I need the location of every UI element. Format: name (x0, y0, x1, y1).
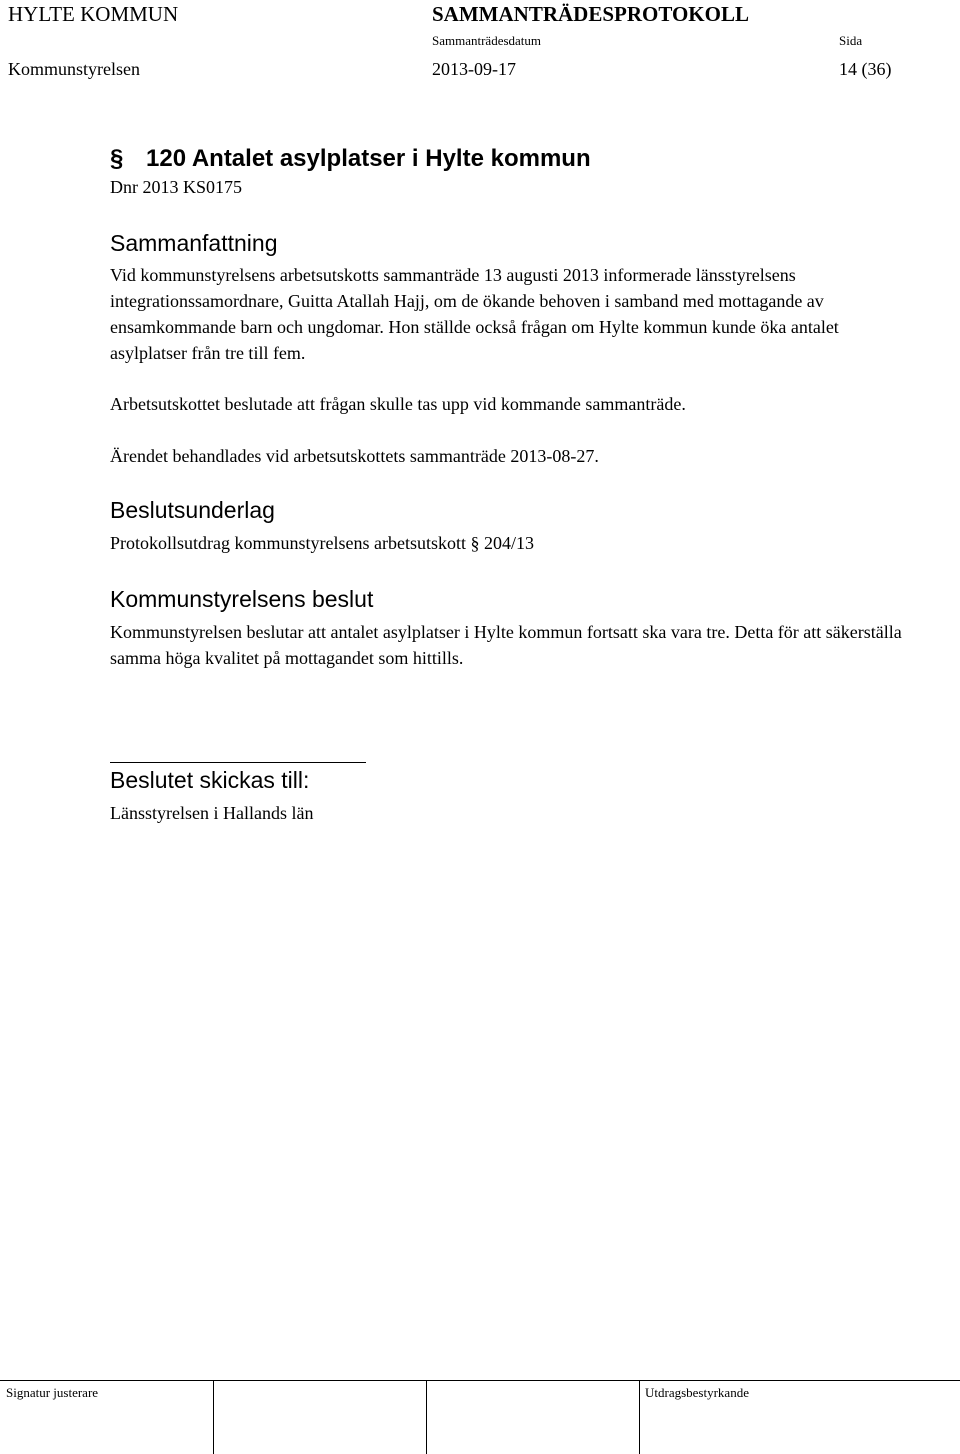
organization-name: HYLTE KOMMUN (8, 2, 179, 26)
paragraph-sign: § (110, 145, 124, 172)
summary-heading: Sammanfattning (110, 230, 278, 256)
signature-label: Signatur justerare (6, 1385, 99, 1400)
decision-text: Kommunstyrelsen beslutar att antalet asylplatser i Hylte kommun fortsatt ska vara tre. Detta för att säkerställa samma höga kvalitet på mottagandet som hittills. (110, 622, 902, 668)
footer-divider (426, 1380, 427, 1454)
summary-paragraph-3: Ärendet behandlades vid arbetsutskottets sammanträde 2013-08-27. (110, 446, 599, 466)
distribution-recipient: Länsstyrelsen i Hallands län (110, 803, 314, 823)
summary-paragraph-2: Arbetsutskottet beslutade att frågan skulle tas upp vid kommande sammanträde. (110, 394, 686, 414)
basis-heading: Beslutsunderlag (110, 497, 275, 523)
distribution-heading: Beslutet skickas till: (110, 767, 310, 793)
committee-name: Kommunstyrelsen (8, 59, 140, 79)
document-type: SAMMANTRÄDESPROTOKOLL (432, 2, 749, 26)
footer-rule (0, 1380, 960, 1381)
meeting-date-label: Sammanträdesdatum (432, 33, 542, 48)
basis-text: Protokollsutdrag kommunstyrelsens arbetsutskott § 204/13 (110, 533, 534, 553)
meeting-date: 2013-09-17 (432, 59, 516, 79)
decision-heading: Kommunstyrelsens beslut (110, 586, 374, 612)
separator-line (110, 762, 366, 763)
footer-divider (213, 1380, 214, 1454)
page-label: Sida (839, 33, 863, 48)
summary-paragraph-1: Vid kommunstyrelsens arbetsutskotts sammanträde 13 augusti 2013 informerade länsstyrelsens integrationssamordnare, Guitta Atallah Hajj, om de ökande behoven i samband med mottagande av ensamkommande barn och ungdomar. Hon ställde också frågan om Hylte kommun kunde öka antalet asylplatser från tre till fem. (110, 265, 839, 363)
page-number: 14 (36) (839, 59, 892, 79)
item-heading (110, 145, 591, 173)
footer-divider (639, 1380, 640, 1454)
extract-certification-label: Utdragsbestyrkande (645, 1385, 749, 1400)
item-title: 120 Antalet asylplatser i Hylte kommun (146, 145, 591, 172)
case-number: Dnr 2013 KS0175 (110, 177, 243, 197)
